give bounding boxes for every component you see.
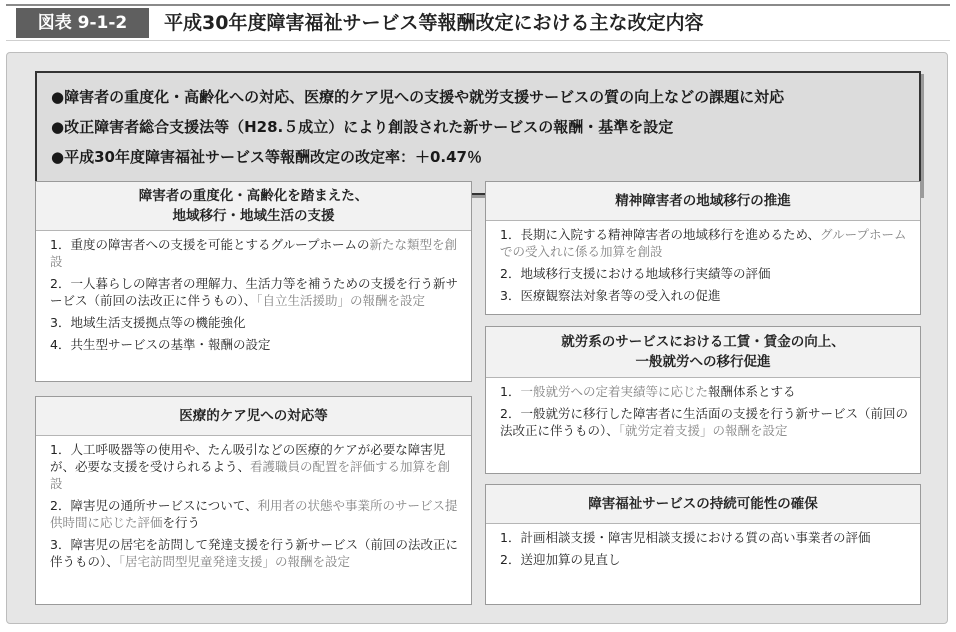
item-number: 1．	[500, 384, 521, 399]
list-item	[50, 314, 461, 331]
list-item	[500, 529, 910, 546]
item-highlight: 「居宅訪問型児童発達支援」の報酬を設定	[118, 554, 351, 569]
box-title	[486, 485, 920, 524]
item-text: 長期に入院する精神障害者の地域移行を進めるため、	[520, 227, 820, 242]
item-text: 一人暮らしの障害者の理解力、生活力等を補うための支援を行う新サービス（前回の法改正に伴うもの）、	[50, 276, 458, 308]
box-list	[486, 378, 920, 439]
item-highlight: 看護職員の配置を評価する加算を創設	[50, 459, 451, 491]
item-highlight: 利用者の状態や事業所のサービス提供時間に応じた評価	[50, 498, 458, 530]
item-number: 3．	[50, 537, 71, 552]
box-community-support	[35, 181, 472, 382]
item-number: 2．	[50, 276, 71, 291]
box-title	[486, 327, 920, 378]
figure-header	[6, 4, 950, 41]
item-number: 1．	[50, 442, 71, 457]
item-text-tail: を行う	[162, 515, 201, 530]
list-item	[500, 287, 910, 304]
item-text: 医療観察法対象者等の受入れの促進	[520, 288, 721, 303]
box-employment-support	[485, 326, 921, 474]
item-number: 1．	[500, 530, 521, 545]
item-highlight: 「自立生活援助」の報酬を設定	[256, 293, 426, 308]
item-number: 2．	[500, 406, 521, 421]
list-item	[50, 441, 461, 492]
item-text: 地域移行支援における地域移行実績等の評価	[520, 266, 771, 281]
list-item	[500, 383, 910, 400]
box-list	[486, 524, 920, 568]
box-title-line: 就労系のサービスにおける工賃・賃金の向上、	[561, 334, 845, 350]
figure-label: 図表 9-1-2	[16, 8, 149, 38]
box-title-line: 障害福祉サービスの持続可能性の確保	[588, 496, 818, 512]
box-title-line: 障害者の重度化・高齢化を踏まえた、	[138, 188, 369, 204]
box-title-line: 医療的ケア児への対応等	[179, 408, 328, 424]
item-text: 障害児の居宅を訪問して発達支援を行う新サービス（前回の法改正に伴うもの）、	[50, 537, 458, 569]
item-text: 地域生活支援拠点等の機能強化	[70, 315, 246, 330]
item-number: 1．	[500, 227, 521, 242]
item-highlight: 新たな類型を創設	[50, 237, 457, 269]
list-item	[50, 336, 461, 353]
summary-line: ●改正障害者総合支援法等（H28.５成立）により創設された新サービスの報酬・基準を設定	[51, 118, 674, 136]
box-list	[36, 436, 471, 570]
item-highlight: 一般就労への定着実績等に応じた	[520, 384, 708, 399]
item-text: 送迎加算の見直し	[520, 552, 621, 567]
item-text: 計画相談支援・障害児相談支援における質の高い事業者の評価	[520, 530, 871, 545]
item-number: 2．	[500, 552, 521, 567]
box-title-line: 精神障害者の地域移行の推進	[615, 193, 791, 209]
item-text: 共生型サービスの基準・報酬の設定	[70, 337, 271, 352]
item-highlight: 「就労定着支援」の報酬を設定	[618, 423, 788, 438]
item-highlight: グループホームでの受入れに係る加算を創設	[500, 227, 907, 259]
list-item	[50, 236, 461, 270]
box-title	[36, 397, 471, 436]
item-number: 1．	[50, 237, 71, 252]
summary-line: ●平成30年度障害福祉サービス等報酬改定の改定率：＋0.47％	[51, 148, 482, 166]
list-item	[500, 405, 910, 439]
list-item	[500, 551, 910, 568]
item-number: 2．	[50, 498, 71, 513]
list-item	[500, 265, 910, 282]
box-list	[486, 221, 920, 304]
item-text: 人工呼吸器等の使用や、たん吸引などの医療的ケアが必要な障害児が、必要な支援を受けられるよう、	[50, 442, 446, 474]
box-medical-care-children	[35, 396, 472, 605]
box-mental-disability	[485, 181, 921, 315]
box-list	[36, 231, 471, 353]
item-text: 障害児の通所サービスについて、	[70, 498, 258, 513]
list-item	[500, 226, 910, 260]
item-number: 2．	[500, 266, 521, 281]
item-text: 重度の障害者への支援を可能とするグループホームの	[70, 237, 370, 252]
list-item	[50, 536, 461, 570]
item-number: 4．	[50, 337, 71, 352]
summary-line: ●障害者の重度化・高齢化への対応、医療的ケア児への支援や就労支援サービスの質の向上などの課題に対応	[51, 88, 785, 106]
item-number: 3．	[500, 288, 521, 303]
box-title	[486, 182, 920, 221]
list-item	[50, 497, 461, 531]
figure-title: 平成30年度障害福祉サービス等報酬改定における主な改定内容	[164, 12, 704, 34]
box-title-line: 地域移行・地域生活の支援	[172, 208, 335, 224]
item-number: 3．	[50, 315, 71, 330]
item-text: 一般就労に移行した障害者に生活面の支援を行う新サービス（前回の法改正に伴うもの）、	[500, 406, 908, 438]
box-title	[36, 182, 471, 231]
item-text-tail: 報酬体系とする	[707, 384, 796, 399]
box-title-line: 一般就労への移行促進	[635, 354, 771, 370]
box-sustainability	[485, 484, 921, 605]
list-item	[50, 275, 461, 309]
summary-box	[35, 71, 921, 195]
